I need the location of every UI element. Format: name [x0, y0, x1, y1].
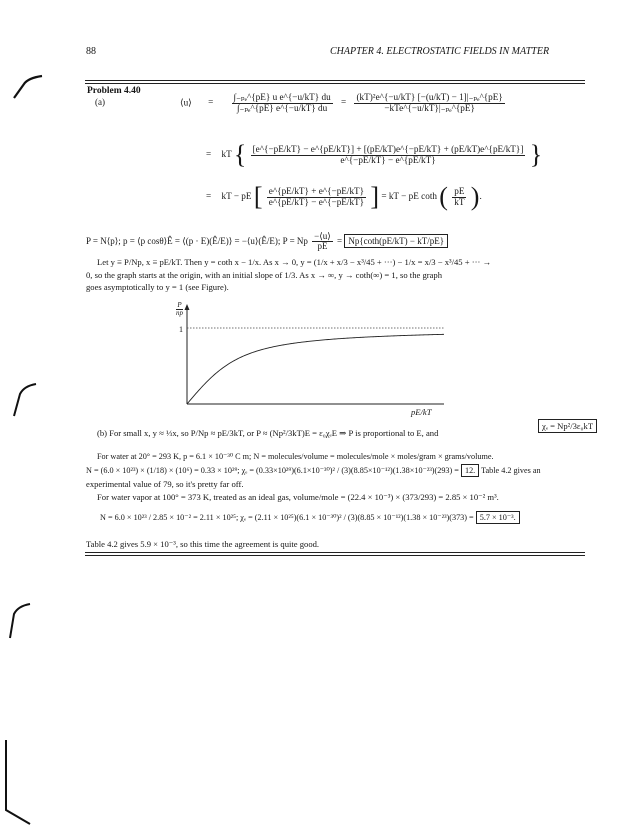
bottom-rule-inner	[85, 552, 585, 553]
scan-mark-bottom	[2, 740, 32, 826]
eq-u-frac1: $\frac{\text{∫₋ₚₑ\textasciicircum{}\{pE\} u e\textasciicircum{}\{−u/kT\} du}}{\text{∫₋ₚₑ\textasciicircum{}\{pE\} e\textasciicircum{}\{−u/kT\} du}}$	[233, 92, 331, 113]
para-a-line-1: Let y ≡ P/Np, x ≡ pE/kT. Then y = coth x − 1/x. As x → 0, y = (1/x + x/3 − x³/45 + ···) − 1/x = x/3 − x³/45 + ··· →	[97, 257, 492, 267]
para-b-line-2: For water at 20° = 293 K, p = 6.1 × 10⁻³⁰ C m; N = molecules/volume = molecules/mole × moles/gram × grams/volume.	[97, 452, 494, 461]
figure-curve	[187, 334, 444, 404]
para-a-line-3: goes asymptotically to y = 1 (see Figure).	[86, 282, 229, 292]
figure-y-label: P np	[176, 301, 183, 317]
chapter-title: CHAPTER 4. ELECTROSTATIC FIELDS IN MATTER	[330, 46, 550, 57]
eq-u-frac2: $\frac{\text{(kT)²e\textasciicircum{}\{−u/kT\} [−(u/kT) − 1]|₋ₚₑ\textasciicircum{}\{pE\}}}{\text{−kTe\textasciicircum{}\{−u/kT\}|₋ₚₑ\textasciicircum{}\{pE\}}}$	[356, 92, 503, 113]
figure-asymptote-plot	[150, 300, 450, 410]
eq-line3-frac: $\frac{e\^{}\{pE/kT\} + e\^{}\{-pE/kT\}}{e\^{}\{pE/kT\} - e\^{}\{-pE/kT\}}$	[268, 185, 365, 207]
boxed-result-12: 12.	[461, 464, 479, 477]
para-a-line-2: 0, so the graph starts at the origin, with an initial slope of 1/3. As x → ∞, y → coth(∞) = 1, so the graph	[86, 270, 443, 280]
equation-line-2: = kT { [e^{−pE/kT} − e^{pE/kT}] + [(pE/kT)e^{−pE/kT} + (pE/kT)e^{pE/kT}] e^{−pE/kT} − e^{pE/kT} }	[206, 140, 543, 169]
figure-x-label: pE/kT	[411, 407, 432, 417]
figure-y-axis-arrow	[185, 304, 190, 310]
para-b-line-4: experimental value of 79, so it's pretty far off.	[86, 479, 244, 489]
equation-line-3: = kT − pE [ $\frac{e\^{}\{pE/kT\} + e\^{}\{-pE/kT\}}{e\^{}\{pE/kT\} - e\^{}\{-pE/kT\}}$ ] = kT − pE coth ( $\frac{pE}{kT}$ ).	[206, 182, 482, 211]
boxed-result-vapor: 5.7 × 10⁻³.	[476, 511, 520, 524]
bottom-rule	[85, 555, 585, 556]
boxed-result-chi: χₑ = Np²/3ε₀kT	[538, 421, 597, 431]
figure-y-tick-1: 1	[179, 325, 183, 334]
page-number: 88	[86, 46, 96, 57]
boxed-result-P: Np{coth(pE/kT) − kT/pE}	[344, 234, 448, 248]
eq-u-lhs: ⟨u⟩	[180, 97, 192, 108]
para-b-line-7: Table 4.2 gives 5.9 × 10⁻³, so this time the agreement is quite good.	[86, 539, 320, 549]
part-a-label: (a)	[95, 97, 105, 107]
equation-mean-u: ⟨u⟩ = $\frac{\text{∫₋ₚₑ\textasciicircum{}\{pE\} u e\textasciicircum{}\{−u/kT\} du}}{\text{∫₋ₚₑ\textasciicircum{}\{pE\} e\textasciicircum{}\{−u/kT\} du}}$ = $\frac{\text{(kT)²e\textasciicircum{}\{−u/kT\} [−(u/kT) − 1]|₋ₚₑ\textasciicircum{}\{pE\}}}{\text{−kTe\textasciicircum{}\{−u/kT\}|₋ₚₑ\textasciicircum{}\{pE\}}}$	[180, 92, 503, 113]
para-b-line-5: For water vapor at 100° = 373 K, treated as an ideal gas, volume/mole = (22.4 × 10⁻³) × (373/293) = 2.85 × 10⁻² m³.	[97, 492, 499, 502]
scan-mark-top	[10, 72, 50, 102]
problem-heading: Problem 4.40	[87, 86, 141, 96]
equation-polarization: P = N⟨p⟩; p = ⟨p cosθ⟩Ê = ⟨(p · E)(Ê/E)⟩ = −⟨u⟩(Ê/E); P = Np $\frac{-⟨u⟩}{pE}$ = Np{coth(pE/kT) − kT/pE}	[86, 232, 448, 252]
eq-line2-frac: [e^{−pE/kT} − e^{pE/kT}] + [(pE/kT)e^{−pE/kT} + (pE/kT)e^{pE/kT}] e^{−pE/kT} − e^{pE/kT}	[252, 143, 524, 165]
top-rule	[85, 80, 585, 81]
top-rule-inner	[85, 83, 585, 84]
para-b-line-3: N = (6.0 × 10²³) × (1/18) × (10⁶) = 0.33 × 10²⁹; χₑ = (0.33×10²⁹)(6.1×10⁻³⁰)² / (3)(8.85×10⁻¹²)(1.38×10⁻²³)(293) = 12. Table 4.2 gives an	[86, 466, 541, 475]
para-b-line-1: (b) For small x, y ≈ ⅓x, so P/Np ≈ pE/3kT, or P ≈ (Np²/3kT)E = ε₀χₑE ⇒ P is proportional to E, and	[97, 428, 439, 438]
scan-mark-middle	[10, 380, 40, 420]
scan-mark-lower	[6, 600, 36, 640]
para-b-line-6: N = 6.0 × 10²³ / 2.85 × 10⁻² = 2.11 × 10²⁵; χₑ = (2.11 × 10²⁵)(6.1 × 10⁻³⁰)² / (3)(8.85 × 10⁻¹²)(1.38 × 10⁻²³)(373) = 5.7 × 10⁻³.	[100, 512, 520, 522]
